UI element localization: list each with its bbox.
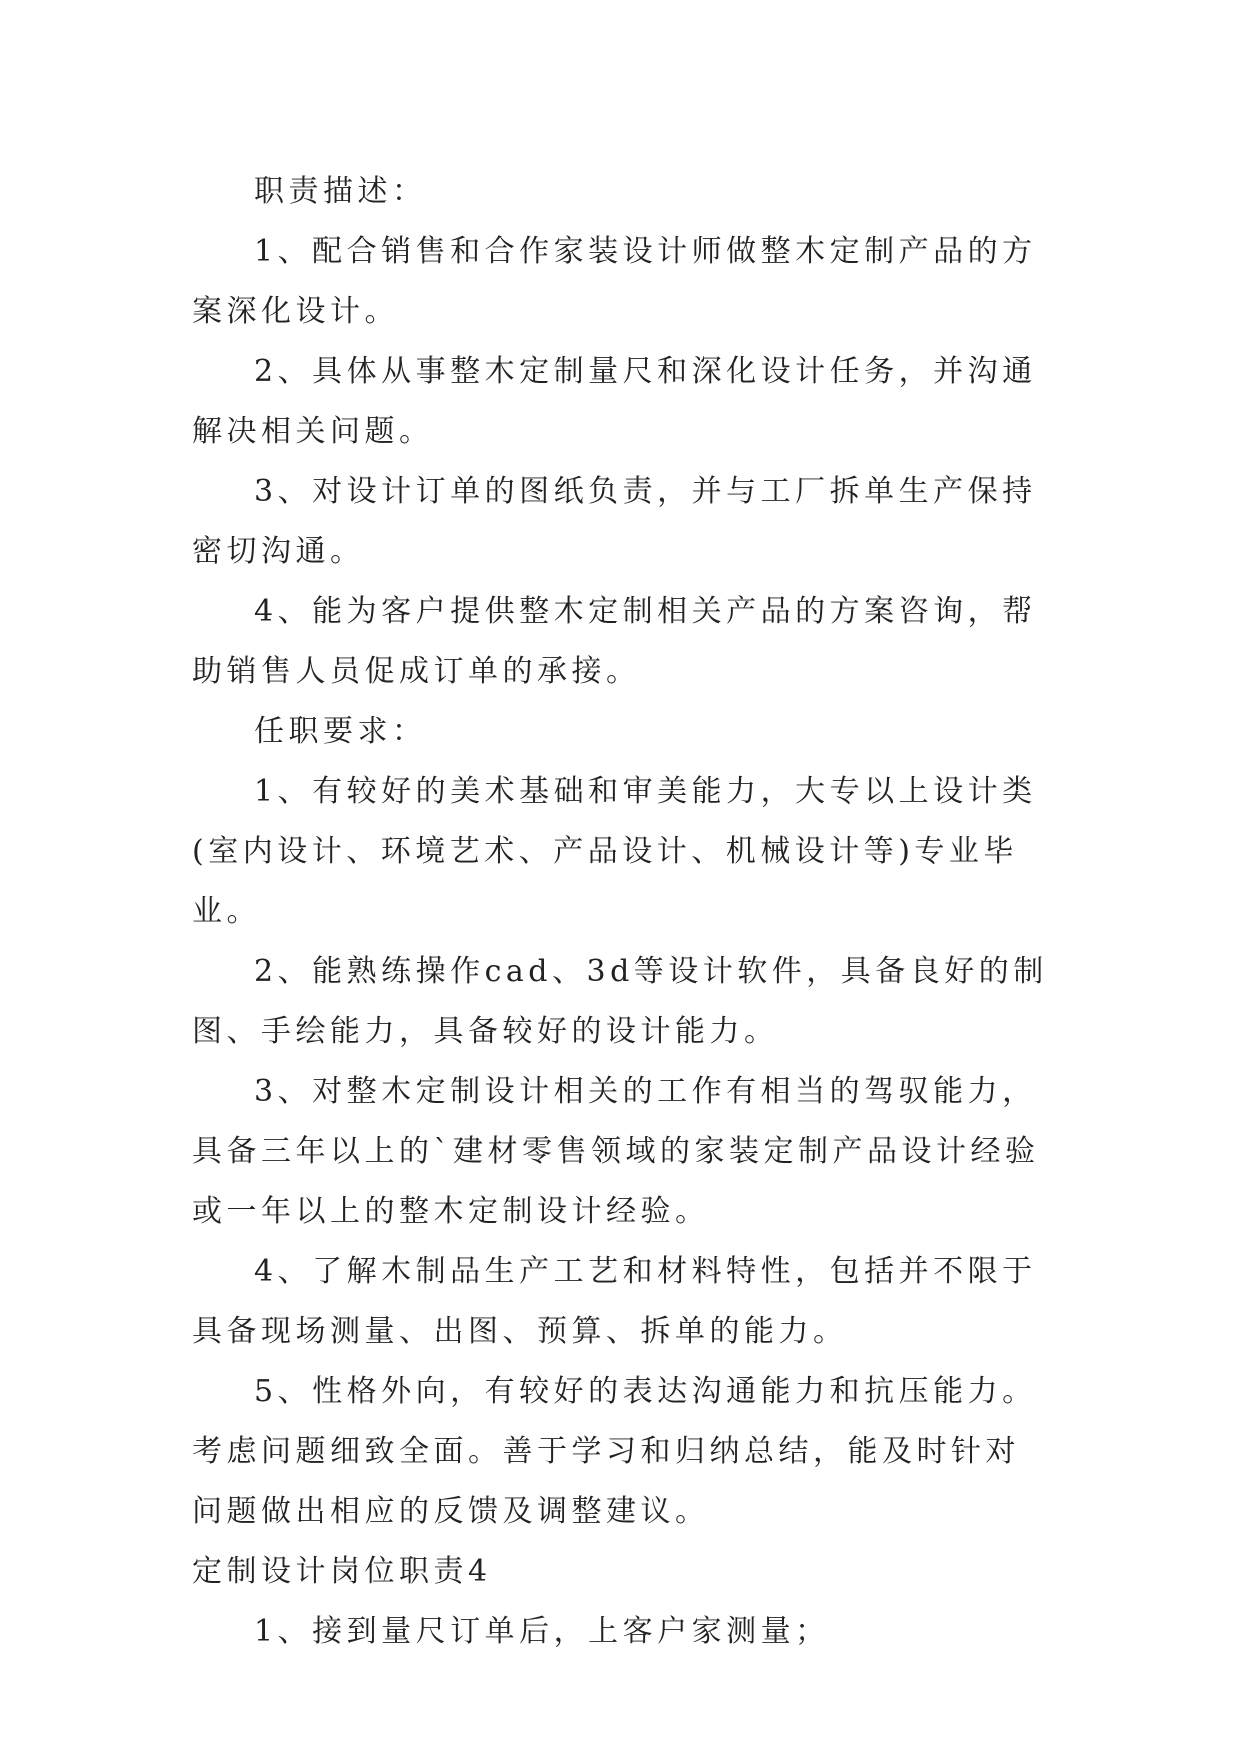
- position-4-item-1: 1、接到量尺订单后，上客户家测量；: [254, 1614, 830, 1649]
- document-body: [192, 162, 1052, 1662]
- duty-item-4: 4、能为客户提供整木定制相关产品的方案咨询，帮助销售人员促成订单的承接。: [192, 594, 1037, 689]
- duty-item-3: 3、对设计订单的图纸负责，并与工厂拆单生产保持密切沟通。: [192, 474, 1037, 569]
- requirement-item-2: 2、能熟练操作cad、3d等设计软件，具备良好的制图、手绘能力，具备较好的设计能力。: [192, 954, 1048, 1049]
- section-title-position-4: 定制设计岗位职责4: [192, 1554, 492, 1589]
- duty-item-2: 2、具体从事整木定制量尺和深化设计任务，并沟通解决相关问题。: [192, 354, 1037, 449]
- requirement-item-4: 4、了解木制品生产工艺和材料特性，包括并不限于具备现场测量、出图、预算、拆单的能力。: [192, 1254, 1037, 1349]
- requirement-item-5: 5、性格外向，有较好的表达沟通能力和抗压能力。考虑问题细致全面。善于学习和归纳总结，能及时针对问题做出相应的反馈及调整建议。: [192, 1374, 1037, 1529]
- requirement-item-1: 1、有较好的美术基础和审美能力，大专以上设计类(室内设计、环境艺术、产品设计、机械设计等)专业毕业。: [192, 774, 1037, 929]
- section-heading-requirements: 任职要求：: [254, 714, 427, 749]
- requirement-item-3: 3、对整木定制设计相关的工作有相当的驾驭能力，具备三年以上的`建材零售领域的家装定制产品设计经验或一年以上的整木定制设计经验。: [192, 1074, 1040, 1229]
- duty-item-1: 1、配合销售和合作家装设计师做整木定制产品的方案深化设计。: [192, 234, 1037, 329]
- section-heading-duties: 职责描述：: [254, 174, 427, 209]
